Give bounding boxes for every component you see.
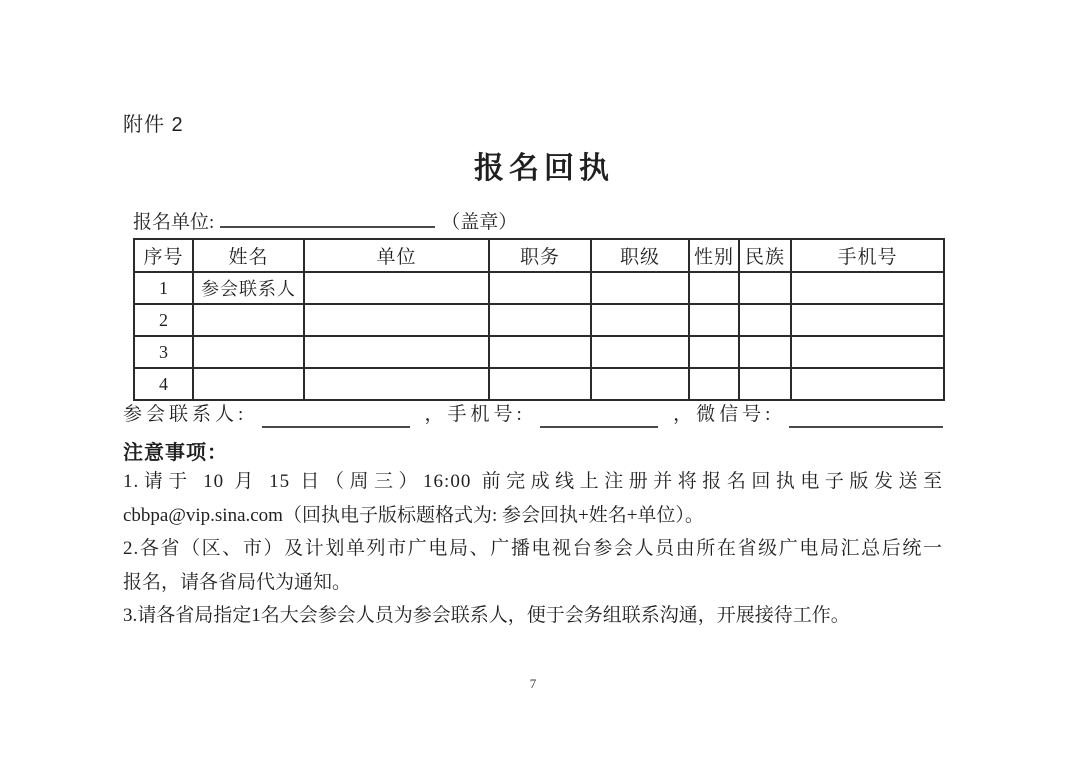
table-cell xyxy=(739,336,791,368)
table-cell xyxy=(193,304,304,336)
table-header-row xyxy=(134,239,944,272)
registration-unit-line xyxy=(133,206,517,236)
phone-label: ，手机号: xyxy=(424,404,526,425)
notes-heading: 注意事项： xyxy=(123,442,228,464)
note-3-line-1: 3.请各省局指定1名大会参会人员为参会联系人，便于会务组联系沟通，开展接待工作。 xyxy=(123,605,850,626)
table-cell xyxy=(193,368,304,400)
table-row xyxy=(134,272,944,304)
table-header-cell: 性别 xyxy=(689,239,739,272)
table-row xyxy=(134,368,944,400)
note-2-line-1: 2.各省（区、市）及计划单列市广电局、广播电视台参会人员由所在省级广电局汇总后统一 xyxy=(123,538,943,559)
phone-blank xyxy=(540,402,658,428)
table-cell xyxy=(489,272,591,304)
table-row xyxy=(134,304,944,336)
table-row xyxy=(134,336,944,368)
table-header-cell: 单位 xyxy=(304,239,489,272)
table-cell xyxy=(591,336,689,368)
wechat-label: ，微信号: xyxy=(673,404,775,425)
notes-section xyxy=(123,465,943,633)
table-cell xyxy=(489,368,591,400)
note-1-line-2: cbbpa@vip.sina.com（回执电子版标题格式为: 参会回执+姓名+单位）。 xyxy=(123,504,704,526)
contact-person-label: 参会联系人: xyxy=(123,404,248,425)
table-header-cell: 民族 xyxy=(739,239,791,272)
table-cell: 4 xyxy=(134,368,193,400)
table-cell xyxy=(689,272,739,304)
page-number: 7 xyxy=(529,676,537,691)
table-header-cell: 序号 xyxy=(134,239,193,272)
table-cell xyxy=(739,304,791,336)
attachment-label: 附件 2 xyxy=(123,114,184,136)
table-cell xyxy=(591,368,689,400)
table-cell xyxy=(591,272,689,304)
registration-unit-blank xyxy=(220,206,435,228)
note-2-line-2: 报名，请各省局代为通知。 xyxy=(123,571,352,593)
table-cell xyxy=(193,336,304,368)
table-header-cell: 姓名 xyxy=(193,239,304,272)
page-title: 报名回执 xyxy=(474,152,614,185)
table-cell xyxy=(739,272,791,304)
table-cell: 2 xyxy=(134,304,193,336)
table-cell xyxy=(304,272,489,304)
table-cell xyxy=(304,336,489,368)
contact-person-blank xyxy=(262,402,410,428)
table-cell xyxy=(791,368,944,400)
table-cell xyxy=(304,304,489,336)
registration-unit-label: 报名单位: xyxy=(133,212,215,233)
wechat-blank xyxy=(789,402,943,428)
table-cell xyxy=(304,368,489,400)
table-cell xyxy=(791,336,944,368)
table-header-cell: 手机号 xyxy=(791,239,944,272)
table-cell xyxy=(489,304,591,336)
table-cell xyxy=(739,368,791,400)
seal-label: （盖章） xyxy=(441,212,518,233)
contact-info-line xyxy=(123,402,943,428)
registration-table xyxy=(133,238,945,401)
table-cell xyxy=(791,272,944,304)
note-1-line-1: 1.请于 10 月 15 日（周三）16:00 前完成线上注册并将报名回执电子版发送至 xyxy=(123,471,943,492)
table-cell xyxy=(591,304,689,336)
table-cell xyxy=(689,336,739,368)
table-header-cell: 职级 xyxy=(591,239,689,272)
table-cell: 参会联系人 xyxy=(193,272,304,304)
table-cell xyxy=(689,368,739,400)
table-cell: 1 xyxy=(134,272,193,304)
table-cell xyxy=(791,304,944,336)
table-cell xyxy=(489,336,591,368)
table-cell: 3 xyxy=(134,336,193,368)
table-cell xyxy=(689,304,739,336)
table-header-cell: 职务 xyxy=(489,239,591,272)
